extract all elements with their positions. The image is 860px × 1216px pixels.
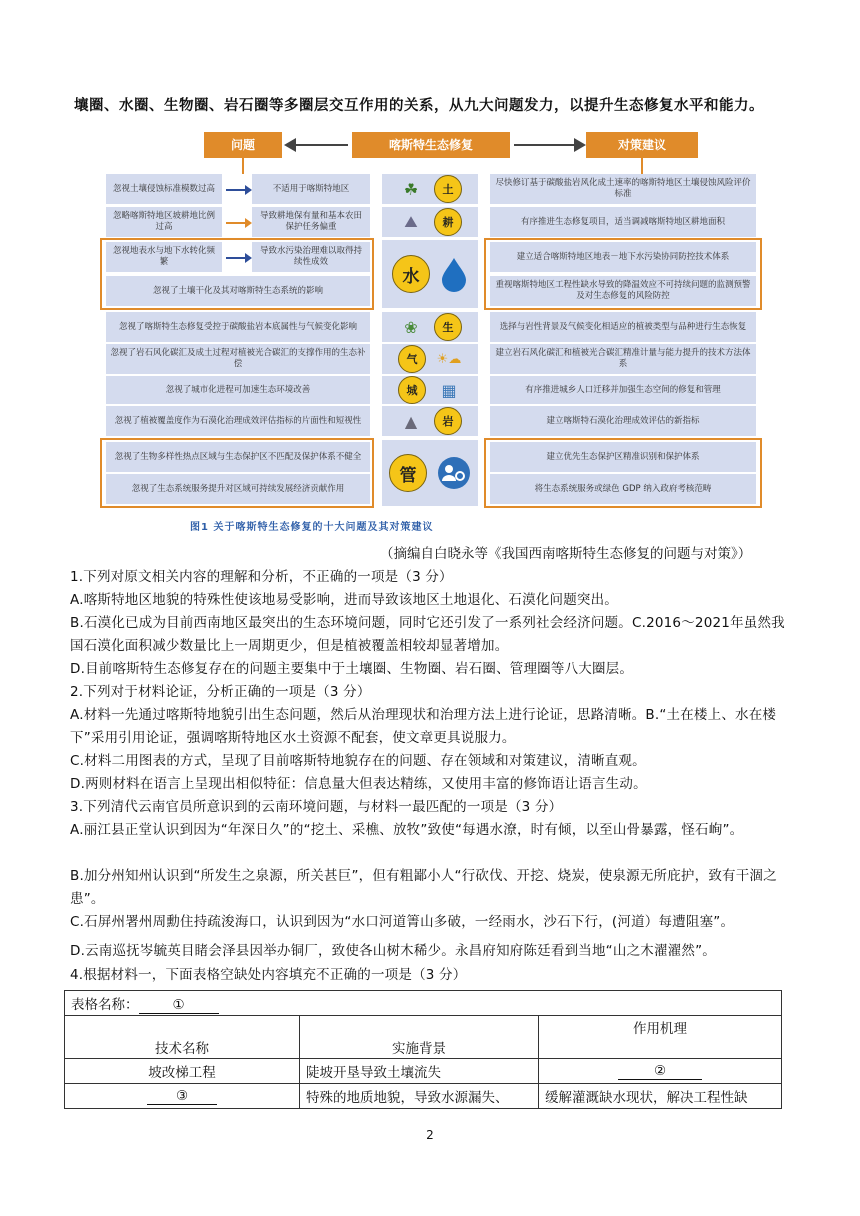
mid-cell-bio: [382, 312, 478, 342]
q1-option-d: D.目前喀斯特生态修复存在的问题主要集中于土壤圈、生物圈、岩石圈、管理圈等八大圈层。: [70, 661, 634, 677]
climate-circle: 气: [398, 345, 426, 373]
q4-stem: 4.根据材料一，下面表格空缺处内容填充不正确的一项是（3 分）: [70, 967, 467, 983]
suggestion-7: 有序推进城乡人口迁移并加强生态空间的修复和管理: [490, 376, 756, 404]
row1-technology: 坡改梯工程: [65, 1059, 300, 1084]
suggestion-5: 选择与岩性背景及气候变化相适应的植被类型与品种进行生态恢复: [490, 312, 756, 342]
problem-9: 忽视了生物多样性热点区域与生态保护区不匹配及保护体系不健全: [106, 442, 370, 472]
suggestion-3: 建立适合喀斯特地区地表－地下水污染协同防控技术体系: [490, 242, 756, 272]
arrow-line-left: [292, 144, 348, 146]
problem-arrow-2: [226, 222, 246, 224]
row1-background: 陡坡开垦导致土壤流失: [300, 1059, 539, 1084]
arrowhead-right: [574, 138, 586, 152]
city-circle: 城: [398, 376, 426, 404]
q3-stem: 3.下列清代云南官员所意识到的云南环境问题，与材料一最匹配的一项是（3 分）: [70, 799, 563, 815]
page-number: 2: [426, 1128, 434, 1142]
problem-a-3: 忽视地表水与地下水转化频繁: [106, 242, 222, 272]
mid-cell-farmland: [382, 207, 478, 237]
q1-option-b-c: B.石漠化已成为目前西南地区最突出的生态环境问题，同时它还引发了一系列社会经济问题。C.2016～2021年虽然我国石漠化面积减少数量比上一周期更少，但是植被覆盖相较却显著增加。: [70, 615, 785, 654]
problem-b-3: 导致水污染治理难以取得持续性成效: [252, 242, 370, 272]
water-drop-icon: [440, 256, 468, 292]
blank-3: ③: [147, 1088, 217, 1105]
weather-icon: ☀☁: [436, 351, 462, 367]
intro-line: 壤圈、水圈、生物圈、岩石圈等多圈层交互作用的关系，从九大问题发力，以提升生态修复水平和能力。: [74, 98, 764, 114]
row2-background: 特殊的地质地貌，导致水源漏失、: [300, 1084, 539, 1109]
suggestion-4: 重视喀斯特地区工程性缺水导致的降温效应不可持续问题的监测预警及对生态修复的风险防控: [490, 276, 756, 306]
row1-mechanism-cell: [539, 1059, 782, 1084]
mid-cell-soil: [382, 174, 478, 204]
q3-option-b: B.加分州知州认识到“所发生之泉源，所关甚巨”，但有粗鄙小人“行砍伐、开挖、烧炭，使泉源无所庇护，致有干涸之患”。: [70, 868, 777, 907]
mid-cell-climate: [382, 344, 478, 374]
mid-cell-rock: [382, 406, 478, 436]
mid-cell-management: [382, 440, 478, 506]
seedling-icon: ☘: [403, 179, 419, 199]
bio-circle: 生: [434, 313, 462, 341]
figure-caption: 图1 关于喀斯特生态修复的十大问题及其对策建议: [190, 522, 434, 533]
farmland-icon: ⛰: [404, 212, 418, 231]
problem-4: 忽视了土壤干化及其对喀斯特生态系统的影响: [106, 276, 370, 306]
plant-cluster-icon: ❀: [404, 317, 418, 337]
q3-option-c: C.石屏州署州周勳住持疏浚海口，认识到因为“水口河道箐山多破，一经雨水，沙石下行，(河道）每遭阻塞”。: [70, 914, 735, 930]
row2-technology-cell: [65, 1084, 300, 1109]
source-citation: （摘编自白晓永等《我国西南喀斯特生态修复的问题与对策》）: [380, 546, 752, 562]
building-icon: ▦: [441, 380, 457, 400]
blank-1: ①: [139, 997, 219, 1014]
q4-table: [64, 990, 782, 1109]
suggestion-8: 建立喀斯特石漠化治理成效评估的新指标: [490, 406, 756, 436]
mid-cell-city: [382, 376, 478, 404]
problem-a-2: 忽略喀斯特地区坡耕地比例过高: [106, 207, 222, 237]
problem-8: 忽视了植被覆盖度作为石漠化治理成效评估指标的片面性和短视性: [106, 406, 370, 436]
problem-b-1: 不适用于喀斯特地区: [252, 174, 370, 204]
q3-option-a: A.丽江县正堂认识到因为“年深日久”的“挖土、采樵、放牧”致使“每遇水潦，时有倾，以至山骨暴露，怪石峋”。: [70, 822, 744, 838]
suggestion-6: 建立岩石风化碳汇和植被光合碳汇精准计量与能力提升的技术方法体系: [490, 344, 756, 374]
q1-stem: 1.下列对原文相关内容的理解和分析，不正确的一项是（3 分）: [70, 569, 453, 585]
q2-option-c: C.材料二用图表的方式，呈现了目前喀斯特地貌存在的问题、存在领域和对策建议，清晰直观。: [70, 753, 646, 769]
header-problems: 问题: [204, 132, 282, 158]
header-technology: 技术名称: [65, 1016, 300, 1059]
q2-option-d: D.两则材料在语言上呈现出相似特征：信息量大但表达精练，又使用丰富的修饰语让语言生动。: [70, 776, 647, 792]
problem-5: 忽视了喀斯特生态修复受控于碳酸盐岩本底属性与气候变化影响: [106, 312, 370, 342]
farmland-circle: 耕: [434, 208, 462, 236]
problem-7: 忽视了城市化进程可加速生态环境改善: [106, 376, 370, 404]
table-name-label: 表格名称：: [71, 996, 139, 1013]
management-circle: 管: [389, 454, 427, 492]
figure-karst-restoration: [96, 128, 764, 510]
connector-left: [242, 158, 244, 174]
suggestion-1: 尽快修订基于碳酸盐岩风化成土速率的喀斯特地区土壤侵蚀风险评价标准: [490, 174, 756, 204]
q2-stem: 2.下列对于材料论证，分析正确的一项是（3 分）: [70, 684, 371, 700]
water-circle: 水: [392, 255, 430, 293]
problem-b-2: 导致耕地保有量和基本农田保护任务偏重: [252, 207, 370, 237]
mid-cell-water: [382, 240, 478, 308]
rock-circle: 岩: [434, 407, 462, 435]
suggestion-2: 有序推进生态修复项目，适当调减喀斯特地区耕地面积: [490, 207, 756, 237]
header-mechanism: 作用机理: [539, 1016, 782, 1059]
arrowhead-left: [284, 138, 296, 152]
arrow-line-right: [514, 144, 576, 146]
q2-option-a-b: A.材料一先通过喀斯特地貌引出生态问题，然后从治理现状和治理方法上进行论证，思路清晰。B.“土在楼上、水在楼下”采用引用论证，强调喀斯特地区水土资源不配套，使文章更具说服力。: [70, 707, 777, 746]
header-karst-restoration: 喀斯特生态修复: [352, 132, 510, 158]
header-suggestions: 对策建议: [586, 132, 698, 158]
header-background: 实施背景: [300, 1016, 539, 1059]
problem-10: 忽视了生态系统服务提升对区域可持续发展经济贡献作用: [106, 474, 370, 504]
mountain-icon: ▲: [404, 411, 418, 431]
q3-option-d: D.云南巡抚岑毓英目睹会泽县因举办铜厂，致使各山树木稀少。永昌府知府陈廷看到当地“山之木濯濯然”。: [70, 943, 716, 959]
problem-a-1: 忽视土壤侵蚀标准模数过高: [106, 174, 222, 204]
problem-6: 忽视了岩石风化碳汇及成土过程对植被光合碳汇的支撑作用的生态补偿: [106, 344, 370, 374]
people-gear-icon: [437, 456, 471, 490]
soil-circle: 土: [434, 175, 462, 203]
problem-arrow-3: [226, 257, 246, 259]
blank-2: ②: [618, 1063, 702, 1080]
q1-option-a: A.喀斯特地区地貌的特殊性使该地易受影响，进而导致该地区土地退化、石漠化问题突出。: [70, 592, 618, 608]
suggestion-10: 将生态系统服务或绿色 GDP 纳入政府考核范畴: [490, 474, 756, 504]
connector-right: [641, 158, 643, 174]
suggestion-9: 建立优先生态保护区精准识别和保护体系: [490, 442, 756, 472]
problem-arrow-1: [226, 189, 246, 191]
row2-mechanism: 缓解灌溉缺水现状，解决工程性缺: [539, 1084, 782, 1109]
table-name-cell: [65, 991, 782, 1016]
